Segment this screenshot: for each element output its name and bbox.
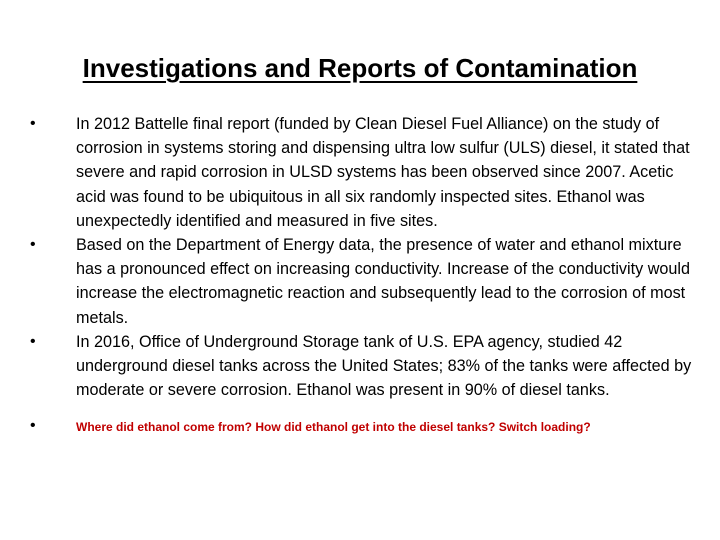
bullet-text: In 2016, Office of Underground Storage tank of U.S. EPA agency, studied 42 underground diesel tanks across the United States; 83% of the tanks were affected by moderate or severe corrosion. Ethanol was present in 90% of diesel tanks. bbox=[76, 332, 692, 400]
bullet-item bbox=[30, 330, 695, 403]
bullet-list bbox=[30, 112, 695, 439]
bullet-text: Based on the Department of Energy data, the presence of water and ethanol mixture has a pronounced effect on increasing conductivity. Increase of the conductivity would increase the electromagnetic reaction and subsequently lead to the corrosion of most metals. bbox=[76, 236, 690, 327]
bullet-item bbox=[30, 112, 695, 233]
bullet-dot-icon: • bbox=[30, 417, 36, 435]
bullet-text: In 2012 Battelle final report (funded by Clean Diesel Fuel Alliance) on the study of corrosion in systems storing and dispensing ultra low sulfur (ULS) diesel, it stated that severe and rapid corrosion in ULSD systems has been observed since 2007. Acetic acid was found to be ubiquitous in all six randomly inspected sites. Ethanol was unexpectedly identified and measured in five sites. bbox=[76, 115, 690, 230]
bullet-item-question bbox=[30, 414, 695, 439]
bullet-dot-icon: • bbox=[30, 332, 36, 350]
question-text: Where did ethanol come from? How did ethanol get into the diesel tanks? Switch loading? bbox=[76, 420, 591, 435]
slide-title: Investigations and Reports of Contamination bbox=[82, 53, 638, 83]
bullet-dot-icon: • bbox=[30, 115, 36, 132]
bullet-item bbox=[30, 233, 695, 330]
bullet-dot-icon: • bbox=[30, 236, 36, 254]
